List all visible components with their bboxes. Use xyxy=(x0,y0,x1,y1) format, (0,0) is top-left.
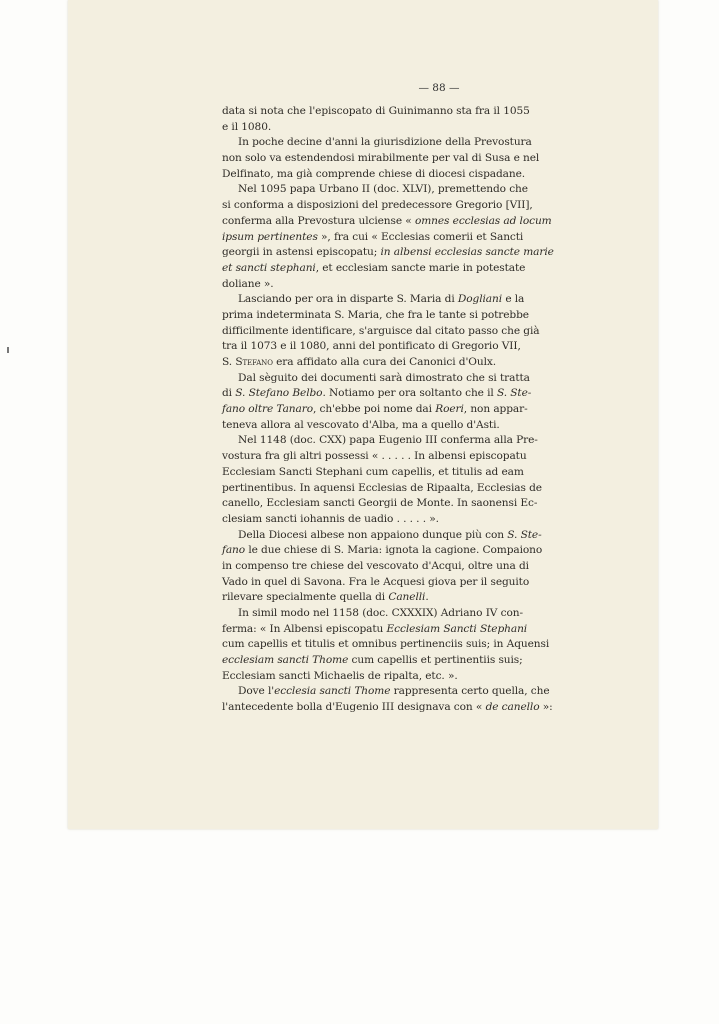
italic-text: fano xyxy=(222,544,246,557)
text-segment: Delfinato, ma già comprende chiese di diocesi cispadane. xyxy=(222,167,526,180)
text-segment: si conforma a disposizioni del predecessore Gregorio [VII], xyxy=(222,199,533,212)
text-segment: Nel 1095 papa Urbano II (doc. XLVI), premettendo che xyxy=(238,183,528,196)
text-segment: prima indeterminata S. Maria, che fra le tante si potrebbe xyxy=(222,308,529,321)
text-line xyxy=(222,559,529,575)
text-line xyxy=(222,449,527,465)
text-segment: , non appar- xyxy=(463,403,528,416)
text-line xyxy=(222,622,528,638)
text-line xyxy=(222,355,520,371)
text-line xyxy=(222,590,520,606)
text-segment: doliane ». xyxy=(222,277,274,290)
text-segment: rappresenta certo quella, che xyxy=(390,685,550,698)
text-segment: Nel 1148 (doc. CXX) papa Eugenio III conferma alla Pre- xyxy=(238,434,538,447)
italic-text: ecclesiam sancti Thome xyxy=(222,654,349,667)
italic-text: Dogliani xyxy=(457,293,503,306)
text-line xyxy=(222,151,540,167)
text-segment: Dove l' xyxy=(238,685,275,698)
text-line xyxy=(222,433,538,449)
text-segment: In poche decine d'anni la giurisdizione della Prevostura xyxy=(238,136,532,149)
text-line xyxy=(222,324,540,340)
text-line xyxy=(222,371,530,387)
margin-mark xyxy=(7,347,9,353)
italic-text: S. Ste- xyxy=(507,528,542,541)
text-segment: . Notiamo per ora soltanto che il xyxy=(322,387,497,400)
italic-text: de canello xyxy=(485,701,540,714)
text-line xyxy=(222,402,528,418)
text-line xyxy=(222,308,529,324)
scanned-page xyxy=(68,0,658,829)
text-line xyxy=(222,637,550,653)
italic-text: S. Ste- xyxy=(496,387,532,400)
text-segment: georgii in astensi episcopatu; xyxy=(222,246,381,259)
text-line xyxy=(222,135,532,151)
text-line xyxy=(222,339,520,355)
text-segment: le due chiese di S. Maria: ignota la cagione. Compaiono xyxy=(245,544,543,557)
italic-text: fano oltre Tanaro xyxy=(222,403,313,416)
text-segment: non solo va estendendosi mirabilmente per val di Susa e nel xyxy=(222,152,540,165)
text-segment: data si nota che l'episcopato di Guinimanno sta fra il 1055 xyxy=(222,105,530,117)
text-line xyxy=(222,512,520,528)
text-line xyxy=(222,120,520,136)
text-segment: Lasciando per ora in disparte S. Maria di xyxy=(238,293,458,306)
text-segment: Dal sèguito dei documenti sarà dimostrato che si tratta xyxy=(238,371,530,384)
small-caps-text: Stefano xyxy=(235,356,273,368)
text-segment: l'antecedente bolla d'Eugenio III designava con « xyxy=(222,701,486,714)
text-segment: era affidato alla cura dei Canonici d'Oulx. xyxy=(272,356,497,368)
text-line xyxy=(222,684,550,700)
text-line xyxy=(222,606,523,622)
text-segment: », fra cui « Ecclesias comerii et Sancti xyxy=(317,230,524,243)
text-segment: in compenso tre chiese del vescovato d'Acqui, oltre una di xyxy=(222,559,529,572)
text-segment: rilevare specialmente quella di xyxy=(222,591,389,604)
text-segment: ferma: « In Albensi episcopatu xyxy=(222,622,387,635)
text-line xyxy=(222,496,538,512)
text-segment: e il 1080. xyxy=(222,120,272,133)
text-segment: clesiam sancti iohannis de uadio . . . . . ». xyxy=(222,512,439,525)
text-segment: difficilmente identificare, s'arguisce dal citato passo che già xyxy=(222,324,540,337)
text-line xyxy=(222,182,528,198)
italic-text: omnes ecclesias ad locum xyxy=(414,214,552,227)
body-text xyxy=(222,104,554,716)
text-line xyxy=(222,245,554,261)
text-line xyxy=(222,277,520,293)
page-number: — 88 — xyxy=(418,82,460,94)
text-line xyxy=(222,653,523,669)
text-segment: cum capellis et titulis et omnibus pertinenciis suis; in Aquensi xyxy=(222,638,550,651)
text-segment: , ch'ebbe poi nome dai xyxy=(312,403,436,416)
text-segment: , et ecclesiam sancte marie in potestate xyxy=(315,261,526,274)
text-segment: pertinentibus. In aquensi Ecclesias de Ripaalta, Ecclesias de xyxy=(222,481,542,494)
text-segment: . xyxy=(425,591,429,604)
text-segment: teneva allora al vescovato d'Alba, ma a quello d'Asti. xyxy=(222,418,500,431)
text-line xyxy=(222,418,520,434)
text-segment: Vado in quel di Savona. Fra le Acquesi giova per il seguito xyxy=(222,575,530,588)
text-line xyxy=(222,230,524,246)
text-line xyxy=(222,700,553,716)
text-segment: »: xyxy=(539,701,553,714)
text-segment: tra il 1073 e il 1080, anni del pontificato di Gregorio VII, xyxy=(222,340,521,353)
text-line xyxy=(222,261,526,277)
text-line xyxy=(222,214,552,230)
text-segment: Ecclesiam sancti Michaelis de ripalta, etc. ». xyxy=(222,669,458,682)
text-line xyxy=(222,528,542,544)
text-line xyxy=(222,481,542,497)
text-line xyxy=(222,465,524,481)
text-line xyxy=(222,669,520,685)
text-line xyxy=(222,104,530,120)
text-segment: Della Diocesi albese non appaiono dunque più con xyxy=(238,528,508,541)
italic-text: in albensi ecclesias sancte marie xyxy=(380,246,554,259)
italic-text: Canelli xyxy=(388,591,426,604)
italic-text: ecclesia sancti Thome xyxy=(274,685,391,698)
text-segment: Ecclesiam Sancti Stephani cum capellis, et titulis ad eam xyxy=(222,465,524,478)
italic-text: et sancti stephani xyxy=(222,261,316,274)
text-line xyxy=(222,386,532,402)
text-line xyxy=(222,198,533,214)
text-line xyxy=(222,575,530,591)
text-segment: conferma alla Prevostura ulciense « xyxy=(222,214,415,227)
italic-text: ipsum pertinentes xyxy=(222,230,318,243)
text-segment: canello, Ecclesiam sancti Georgii de Monte. In saonensi Ec- xyxy=(222,497,538,510)
text-segment: S. xyxy=(222,356,236,368)
italic-text: Roeri xyxy=(435,403,464,416)
text-segment: vostura fra gli altri possessi « . . . . . In albensi episcopatu xyxy=(222,450,527,463)
italic-text: Ecclesiam Sancti Stephani xyxy=(386,622,528,635)
italic-text: S. Stefano Belbo xyxy=(235,387,323,400)
text-segment: e la xyxy=(502,293,525,306)
text-segment: di xyxy=(222,387,236,400)
text-segment: In simil modo nel 1158 (doc. CXXXIX) Adriano IV con- xyxy=(238,607,523,619)
text-segment: cum capellis et pertinentiis suis; xyxy=(348,654,523,667)
text-line xyxy=(222,167,526,183)
text-line xyxy=(222,292,525,308)
text-line xyxy=(222,543,543,559)
